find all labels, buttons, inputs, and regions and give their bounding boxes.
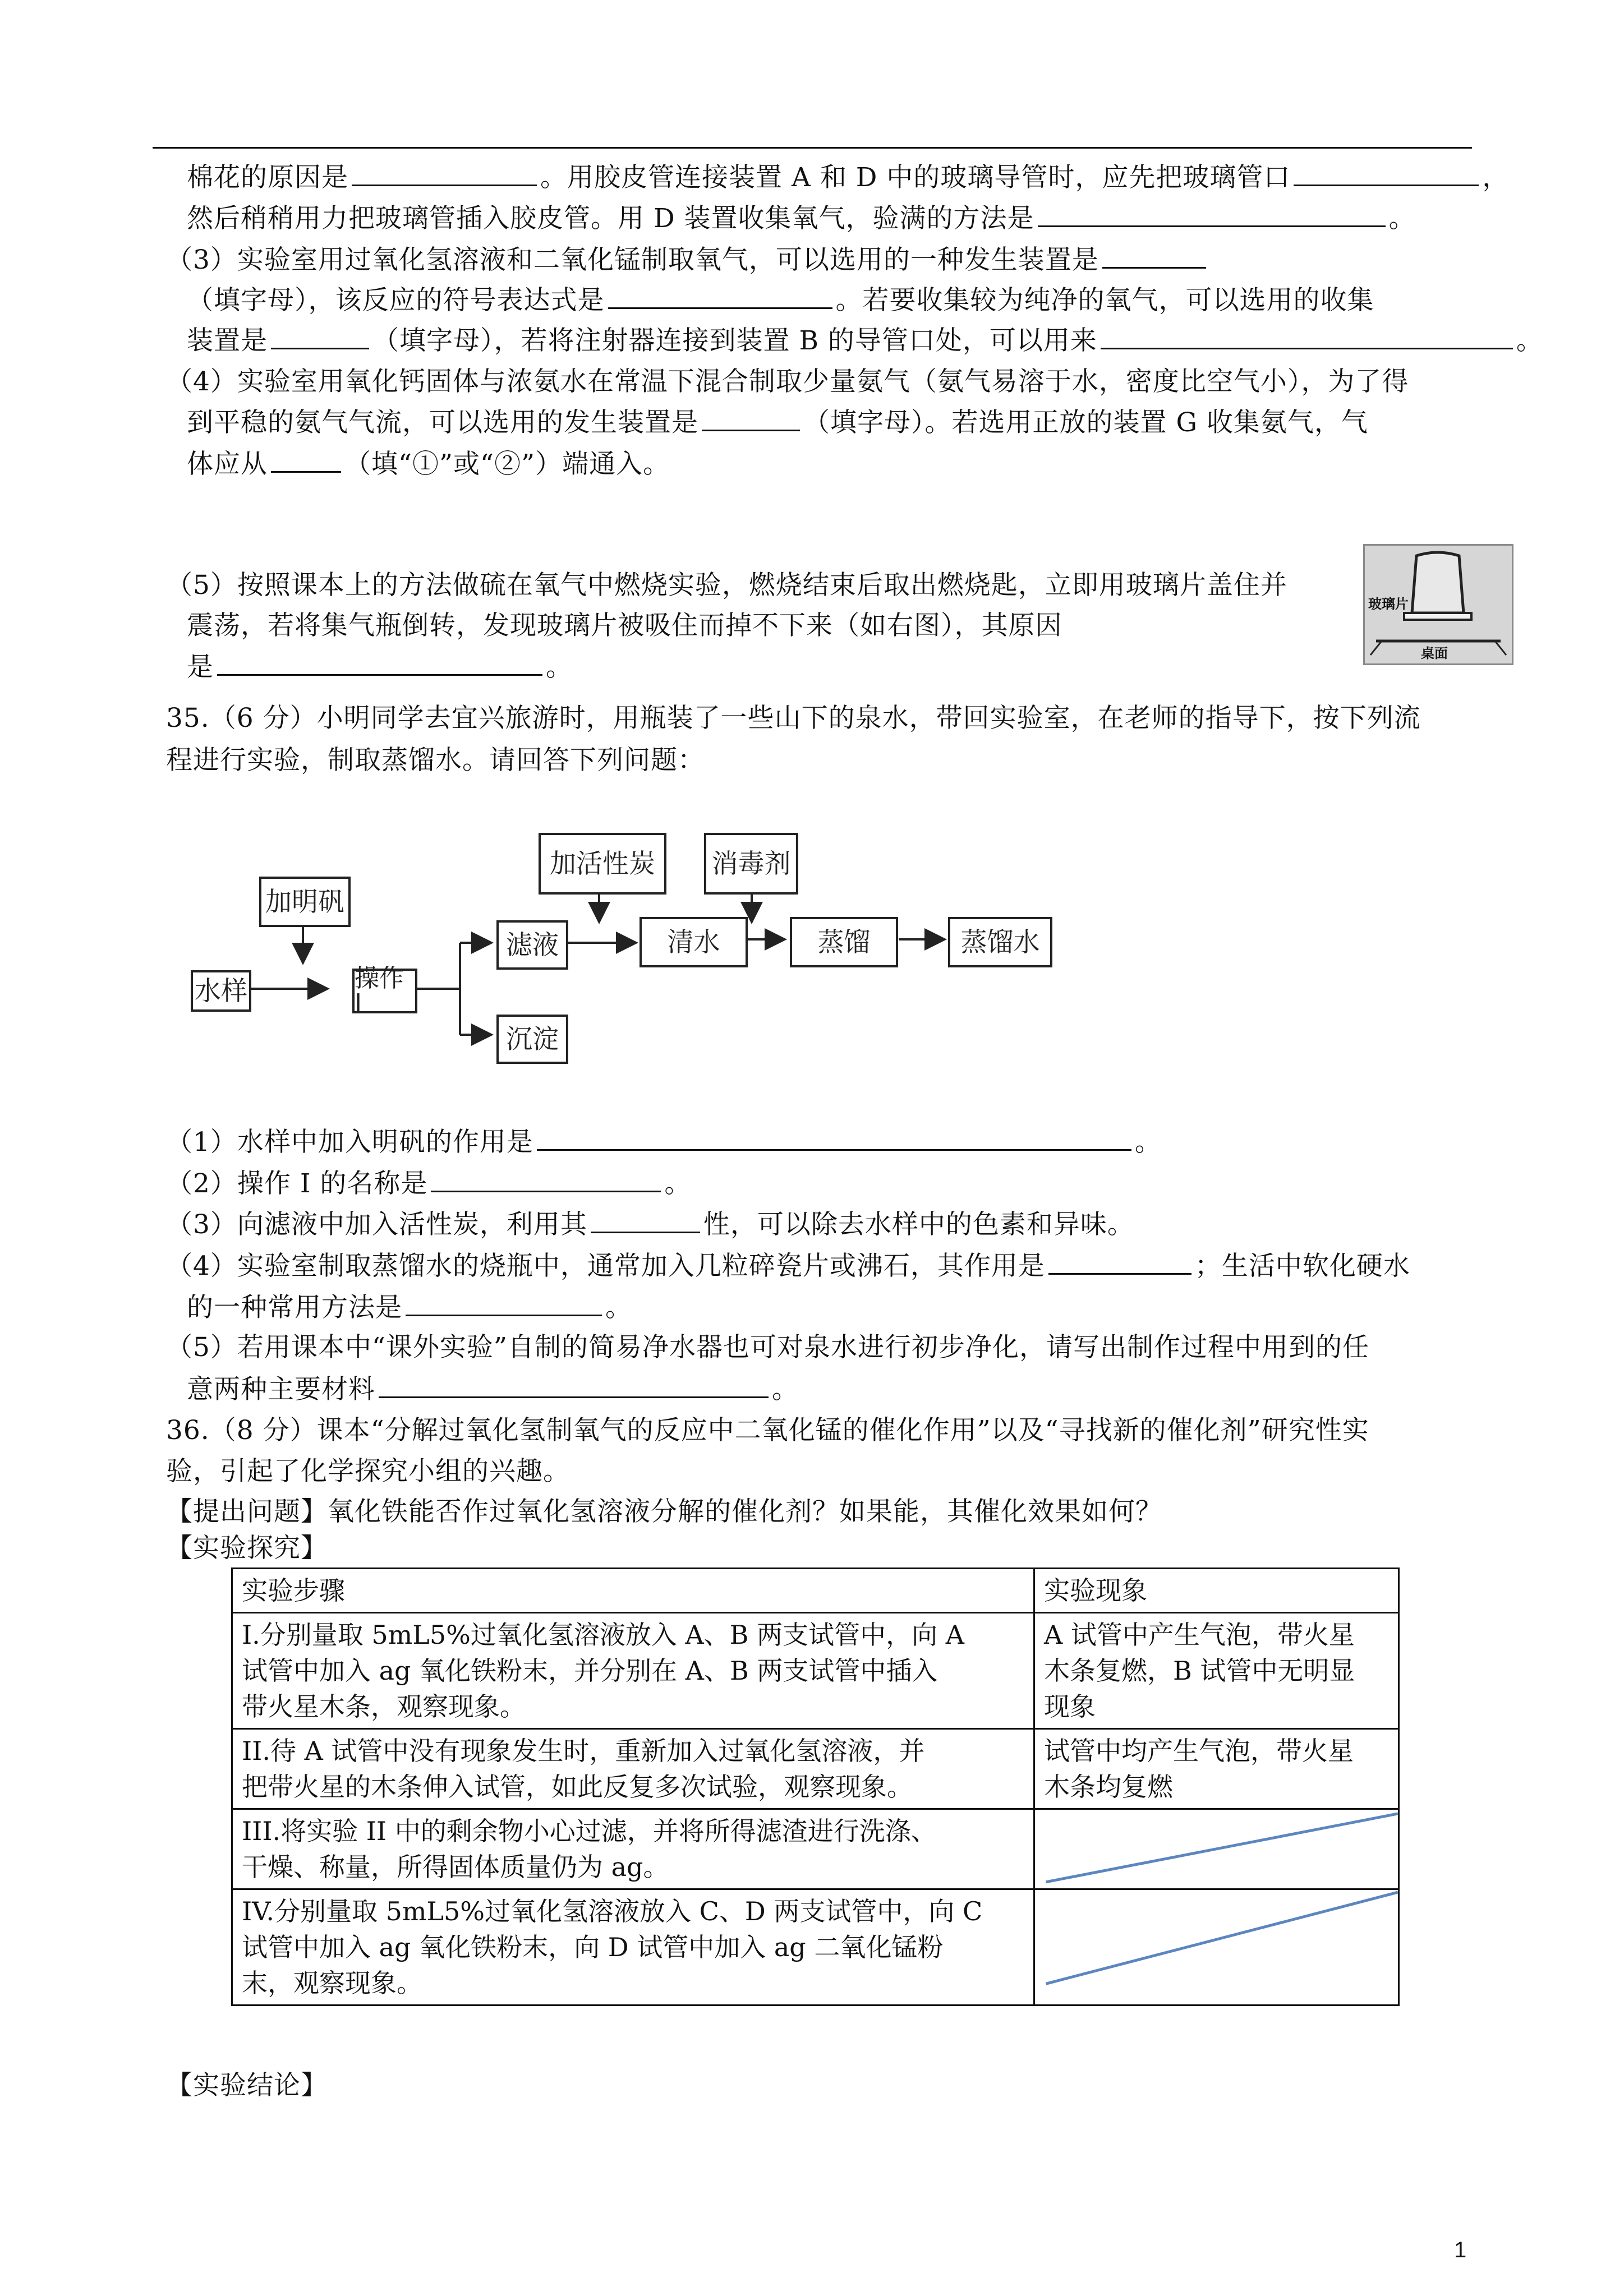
text: （1）水样中加入明矾的作用是 [166, 1127, 533, 1158]
text: （填字母）。若选用正放的装置 G 收集氨气，气 [803, 407, 1368, 438]
step-1 [232, 1613, 1034, 1729]
text: II.待 A 试管中没有现象发生时，重新加入过氧化氢溶液，并 [242, 1736, 925, 1766]
text: 。 [772, 1374, 799, 1405]
text: （填字母），该反应的符号表达式是 [187, 285, 605, 316]
text: 木条复燃，B 试管中无明显 [1044, 1656, 1355, 1686]
text: 【提出问题】氧化铁能否作过氧化氢溶液分解的催化剂？如果能，其催化效果如何？ [166, 1496, 1162, 1527]
diagonal-strike-line [1035, 1810, 1398, 1888]
answer-blank[interactable] [352, 160, 537, 186]
text: 。 [1516, 325, 1543, 356]
answer-blank[interactable] [379, 1372, 769, 1398]
q34-part3-line-2 [187, 283, 1374, 318]
text: 棉花的原因是 [187, 162, 348, 193]
header-step: 实验步骤 [232, 1569, 1034, 1613]
table-row [232, 1613, 1399, 1729]
text: （2）操作 I 的名称是 [166, 1168, 428, 1199]
text: （3）向滤液中加入活性炭，利用其 [166, 1209, 587, 1240]
q34-part4-line-3 [187, 446, 670, 482]
text: （5）按照课本上的方法做硫在氧气中燃烧实验，燃烧结束后取出燃烧匙，立即用玻璃片盖住并 [166, 570, 1287, 601]
text: I.分别量取 5mL5%过氧化氢溶液放入 A、B 两支试管中，向 A [242, 1620, 964, 1650]
text: 性，可以除去水样中的色素和异味。 [703, 1209, 1134, 1240]
flow-node-operation-1: 操作 I [352, 969, 417, 1013]
text: A 试管中产生气泡，带火星 [1044, 1620, 1355, 1650]
text: （4）实验室制取蒸馏水的烧瓶中，通常加入几粒碎瓷片或沸石，其作用是 [166, 1251, 1045, 1281]
q34-part4-line-1 [166, 365, 1409, 399]
table-row [232, 1729, 1399, 1809]
flow-node-distilled-water: 蒸馏水 [948, 917, 1052, 967]
q35-answer-5b [187, 1372, 799, 1407]
answer-blank[interactable] [217, 649, 542, 676]
answer-blank[interactable] [1294, 160, 1479, 186]
flow-node-filtrate: 滤液 [496, 920, 568, 970]
answer-blank[interactable] [1048, 1248, 1191, 1275]
experiment-table [231, 1567, 1400, 2006]
observation-3-blank [1034, 1809, 1399, 1889]
answer-blank[interactable] [1101, 323, 1513, 349]
q34-line-1 [187, 160, 1509, 195]
flow-node-disinfectant: 消毒剂 [704, 833, 798, 895]
text: （3）实验室用过氧化氢溶液和二氧化锰制取氧气，可以选用的一种发生装置是 [166, 245, 1099, 275]
inverted-jar-figure [1363, 544, 1513, 665]
q34-line-2 [187, 201, 1416, 236]
flow-node-add-activated-carbon: 加活性炭 [539, 833, 666, 895]
q35-answer-4b [187, 1290, 632, 1325]
diagonal-strike-line [1035, 1890, 1398, 2004]
q35-answer-5 [166, 1330, 1369, 1365]
text: 末，观察现象。 [242, 1968, 422, 1998]
thumb-label-glass: 玻璃片 [1368, 596, 1409, 612]
text: 程进行实验，制取蒸馏水。请回答下列问题： [166, 745, 705, 776]
q36-explore-heading [166, 1531, 328, 1566]
answer-blank[interactable] [1038, 201, 1386, 227]
step-4 [232, 1889, 1034, 2005]
text: 。若要收集较为纯净的氧气，可以选用的收集 [835, 285, 1374, 316]
text: 【实验探究】 [166, 1533, 328, 1564]
observation-4-blank [1034, 1889, 1399, 2005]
thumb-label-table: 桌面 [1421, 646, 1448, 661]
text: ， [1482, 162, 1510, 193]
text: 试管中均产生气泡，带火星 [1044, 1736, 1354, 1766]
answer-blank[interactable] [431, 1166, 661, 1192]
text: 现象 [1044, 1691, 1096, 1722]
q35-intro-line-1 [166, 701, 1421, 736]
q34-part5-line-1 [166, 568, 1287, 603]
q34-part3-line-3 [187, 323, 1543, 358]
inverted-jar-illustration [1365, 546, 1512, 663]
text: 带火星木条，观察现象。 [242, 1691, 526, 1722]
text: 把带火星的木条伸入试管，如此反复多次试验，观察现象。 [242, 1772, 913, 1802]
q35-answer-3 [166, 1207, 1134, 1242]
text: 。 [1388, 203, 1416, 234]
flow-node-add-alum: 加明矾 [259, 877, 351, 927]
water-purification-flowchart [191, 822, 1077, 1085]
q34-part3-line-1 [166, 242, 1209, 278]
flow-node-clear-water: 清水 [640, 917, 748, 967]
text: 。 [664, 1168, 692, 1199]
table-row [232, 1889, 1399, 2005]
text: 木条均复燃 [1044, 1772, 1173, 1802]
text: 装置是 [187, 325, 268, 356]
text: （5）若用课本中“课外实验”自制的简易净水器也可对泉水进行初步净化，请写出制作过程中用到的任 [166, 1332, 1369, 1363]
text: 。 [1134, 1127, 1162, 1158]
text: 震荡，若将集气瓶倒转，发现玻璃片被吸住而掉不下来（如右图），其原因 [187, 610, 1062, 641]
answer-blank[interactable] [702, 405, 800, 431]
text: 。 [605, 1292, 632, 1323]
flow-node-water-sample: 水样 [191, 970, 251, 1012]
text: （填字母），若将注射器连接到装置 B 的导管口处，可以用来 [372, 325, 1097, 356]
text: 试管中加入 ag 氧化铁粉末，向 D 试管中加入 ag 二氧化锰粉 [242, 1932, 944, 1962]
page-number: 1 [1454, 2238, 1467, 2262]
q34-part5-line-2 [187, 608, 1062, 643]
q34-part5-line-3 [187, 649, 573, 685]
text: 试管中加入 ag 氧化铁粉末，并分别在 A、B 两支试管中插入 [242, 1656, 938, 1686]
text: 的一种常用方法是 [187, 1292, 402, 1323]
table-header-row [232, 1569, 1399, 1613]
text: 。 [546, 652, 573, 683]
text: 是 [187, 652, 214, 683]
q35-intro-line-2 [166, 743, 705, 778]
header-observation: 实验现象 [1034, 1569, 1399, 1613]
answer-blank[interactable] [591, 1207, 700, 1233]
observation-2 [1034, 1729, 1399, 1809]
q35-answer-2 [166, 1166, 691, 1201]
table-row [232, 1809, 1399, 1889]
answer-blank[interactable] [271, 446, 341, 473]
q36-conclusion-heading [166, 2068, 328, 2103]
q36-question [166, 1495, 1162, 1529]
text: 验，引起了化学探究小组的兴趣。 [166, 1456, 570, 1487]
text: III.将实验 II 中的剩余物小心过滤，并将所得滤渣进行洗涤、 [242, 1816, 937, 1846]
text: IV.分别量取 5mL5%过氧化氢溶液放入 C、D 两支试管中，向 C [242, 1896, 983, 1926]
answer-blank[interactable] [271, 323, 369, 349]
text: （4）实验室用氧化钙固体与浓氨水在常温下混合制取少量氨气（氨气易溶于水，密度比空气小），为了得 [166, 366, 1409, 397]
answer-blank[interactable] [1102, 242, 1206, 269]
answer-blank[interactable] [537, 1124, 1131, 1151]
q36-intro-line-2 [166, 1454, 570, 1489]
text: ；生活中软化硬水 [1194, 1251, 1410, 1281]
text: 36.（8 分）课本“分解过氧化氢制氧气的反应中二氧化锰的催化作用”以及“寻找新的催化剂”研究性实 [166, 1415, 1369, 1446]
step-3 [232, 1809, 1034, 1889]
text: 体应从 [187, 449, 268, 480]
text: 干燥、称量，所得固体质量仍为 ag。 [242, 1852, 669, 1882]
observation-1 [1034, 1613, 1399, 1729]
text: 意两种主要材料 [187, 1374, 375, 1405]
answer-blank[interactable] [608, 283, 832, 309]
header-rule [153, 147, 1472, 149]
text: 35.（6 分）小明同学去宜兴旅游时，用瓶装了一些山下的泉水，带回实验室，在老师的指导下，按下列流 [166, 703, 1421, 734]
q35-answer-1 [166, 1124, 1162, 1160]
text: 然后稍稍用力把玻璃管插入胶皮管。用 D 装置收集氧气，验满的方法是 [187, 203, 1034, 234]
text: 【实验结论】 [166, 2070, 328, 2101]
q35-answer-4 [166, 1248, 1410, 1284]
answer-blank[interactable] [406, 1290, 602, 1316]
text: （填“①”或“②”）端通入。 [344, 449, 670, 480]
flow-node-precipitate: 沉淀 [496, 1015, 568, 1064]
q36-intro-line-1 [166, 1413, 1369, 1448]
q34-part4-line-2 [187, 405, 1368, 440]
text: 。用胶皮管连接装置 A 和 D 中的玻璃导管时，应先把玻璃管口 [540, 162, 1291, 193]
text: 到平稳的氨气气流，可以选用的发生装置是 [187, 407, 698, 438]
flow-node-distillation: 蒸馏 [790, 917, 898, 967]
step-2 [232, 1729, 1034, 1809]
